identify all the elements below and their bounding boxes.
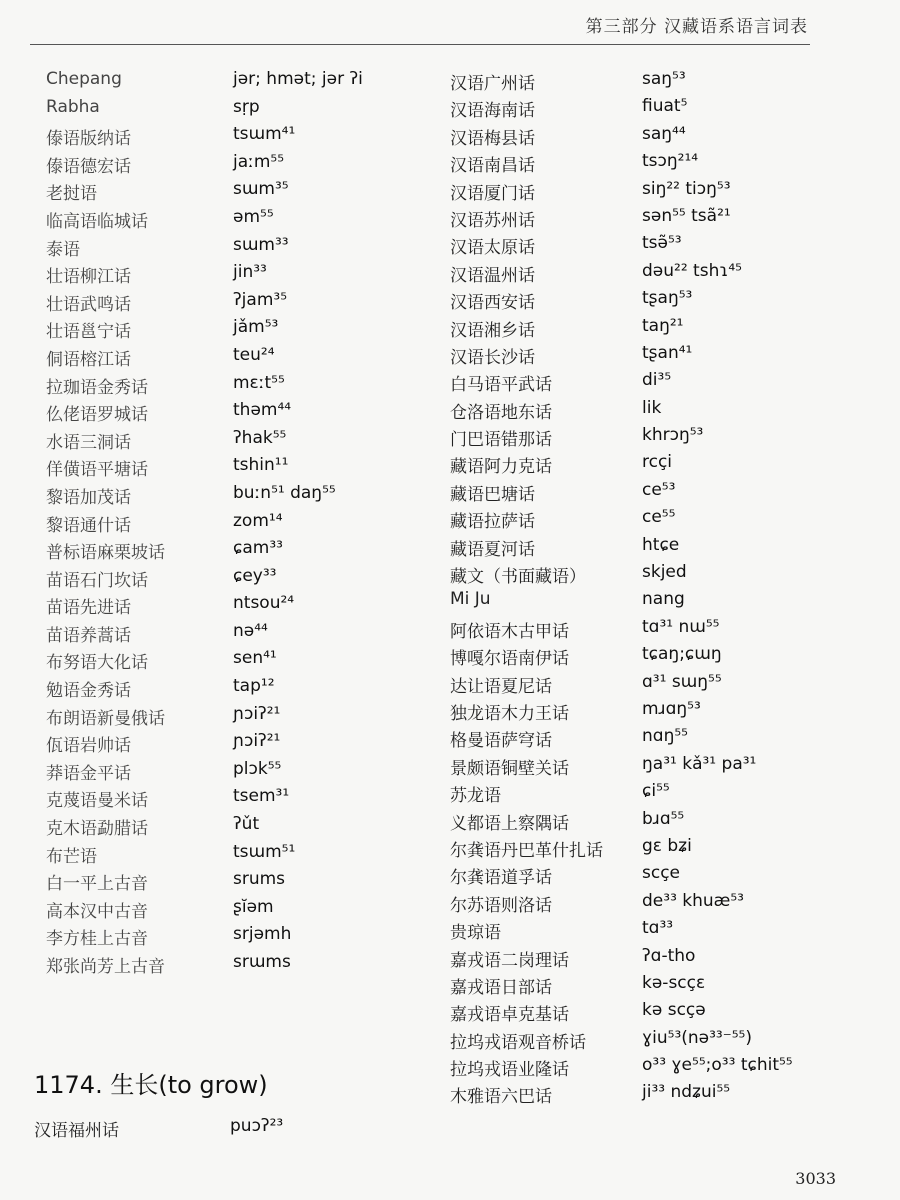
word-form: mɛːt⁵⁵ [233,372,285,393]
word-form: tɑ³¹ nɯ⁵⁵ [642,616,720,637]
word-form: puɔʔ²³ [230,1116,284,1136]
language-name: 门巴语错那话 [450,430,552,451]
word-form: teu²⁴ [233,344,275,365]
language-name: 达让语夏尼话 [450,676,552,697]
word-form: srums [233,869,286,890]
word-form: plɔk⁵⁵ [233,758,282,779]
language-name: 郑张尚芳上古音 [46,957,165,977]
word-form: bɹɑ⁵⁵ [642,808,685,829]
language-name: 藏语巴塘话 [450,484,535,505]
word-form: taŋ²¹ [642,315,684,336]
word-form: tʂaŋ⁵³ [642,288,693,309]
language-name: 克木语勐腊话 [46,819,148,840]
language-name: 黎语通什话 [46,515,131,536]
language-name: 李方桂上古音 [46,929,148,950]
word-form: kə-scçɛ [642,972,706,993]
word-form: ʔjam³⁵ [233,289,288,310]
language-name: 汉语福州话 [34,1121,119,1141]
language-name: 布朗语新曼俄话 [46,708,165,729]
word-form: thəm⁴⁴ [233,400,292,421]
language-name: 白马语平武话 [450,375,552,396]
word-form: ntsou²⁴ [233,593,295,614]
word-form: tɑ³³ [642,918,674,939]
word-form: ɑ³¹ sɯŋ⁵⁵ [642,671,722,692]
language-name: 藏文（书面藏语） [450,567,586,588]
word-form: jər; hmət; jər ʔi [233,69,363,89]
language-name: 汉语太原话 [450,238,535,259]
language-name: 汉语长沙话 [450,347,535,368]
word-form: khrɔŋ⁵³ [642,425,704,446]
word-form: buːn⁵¹ daŋ⁵⁵ [233,482,336,503]
language-name: 尔龚语道孚话 [450,868,552,889]
language-name: 苗语养蒿话 [46,625,131,646]
word-form: ɲɔiʔ²¹ [233,703,281,724]
language-name: 苏龙语 [450,786,501,807]
language-name: 嘉戎语日部话 [450,977,552,998]
word-form: tɕaŋ;ɕɯŋ [642,644,722,665]
word-form: gɛ bʑi [642,835,692,856]
word-form: saŋ⁵³ [642,69,686,89]
language-name: 汉语海南话 [450,101,535,122]
word-form: ʔɑ-tho [642,945,696,966]
word-form: mɹɑŋ⁵³ [642,698,701,719]
language-name: 藏语阿力克话 [450,457,552,478]
language-name: 佯僙语平塘话 [46,460,148,481]
language-name: 汉语南昌话 [450,156,535,177]
language-name: 尔苏语则洛话 [450,895,552,916]
language-name: 壮语邕宁话 [46,322,131,343]
section-title: 1174. 生长(to grow) [34,1071,268,1099]
language-name: 侗语榕江话 [46,349,131,370]
language-name: 苗语先进话 [46,598,131,619]
language-name: 老挝语 [46,184,97,205]
word-form: rcçi [642,452,673,473]
word-form: ce⁵⁵ [642,507,676,528]
language-name: 普标语麻栗坡话 [46,543,165,564]
language-name: 汉语梅县话 [450,128,535,149]
word-form: nɑŋ⁵⁵ [642,726,688,747]
language-name: 傣语德宏话 [46,156,131,177]
language-name: 博嘎尔语南伊话 [450,649,569,670]
language-name: 木雅语六巴话 [450,1087,552,1108]
word-form: əm⁵⁵ [233,206,274,227]
word-form: htɕe [642,534,680,555]
word-form: ʔhak⁵⁵ [233,427,287,448]
language-name: 汉语广州话 [450,74,535,94]
language-name: 布芒语 [46,846,97,867]
word-form: zom¹⁴ [233,510,283,531]
language-name: 高本汉中古音 [46,901,148,922]
word-form: ɣiu⁵³(nə³³⁻⁵⁵) [642,1027,752,1048]
word-form: sɯm³³ [233,234,289,255]
word-form: tʂan⁴¹ [642,342,693,363]
word-form: jin³³ [233,262,267,283]
word-form: skjed [642,562,687,583]
language-name: 莽语金平话 [46,763,131,784]
word-form: sen⁴¹ [233,648,277,669]
word-form: ɕam³³ [233,538,283,559]
language-name: 傣语版纳话 [46,129,131,150]
language-name: 黎语加茂话 [46,487,131,508]
word-form: dəu²² tshɿ⁴⁵ [642,260,742,281]
section-entry-row [34,1116,434,1144]
language-name: 克蔑语曼米话 [46,791,148,812]
language-name: 白一平上古音 [46,874,148,895]
language-name: 藏语夏河话 [450,539,535,560]
word-form: ɲɔiʔ²¹ [233,731,281,752]
word-form: tsem³¹ [233,786,290,807]
word-form: fiuat⁵ [642,96,688,117]
language-name: 布努语大化话 [46,653,148,674]
word-form: de³³ khuæ⁵³ [642,890,744,911]
word-form: di³⁵ [642,370,672,391]
language-name: 仓洛语地东话 [450,402,552,423]
word-form: nang [642,589,685,610]
word-form: sən⁵⁵ tsã²¹ [642,205,731,226]
word-form: kə scçə [642,1000,706,1021]
word-form: tshin¹¹ [233,455,289,476]
language-name: 嘉戎语卓克基话 [450,1005,569,1026]
word-form: tsɯm⁴¹ [233,124,296,145]
language-name: Mi Ju [450,589,491,610]
language-name: 佤语岩帅话 [46,736,131,757]
language-name: 拉坞戎语业隆话 [450,1060,569,1081]
word-form: jaːm⁵⁵ [233,151,285,172]
header-rule [30,44,810,45]
word-form: tap¹² [233,676,275,697]
language-name: 泰语 [46,239,80,260]
language-name: 苗语石门坎话 [46,570,148,591]
language-name: 汉语温州话 [450,265,535,286]
word-form: sṛp [233,96,260,117]
language-name: 仫佬语罗城话 [46,405,148,426]
word-form: saŋ⁴⁴ [642,123,686,144]
word-form: o³³ ɣe⁵⁵;o³³ tɕhit⁵⁵ [642,1055,793,1076]
page-number: 3033 [795,1169,836,1188]
word-form: ɕi⁵⁵ [642,781,670,802]
language-name: 贵琼语 [450,923,501,944]
language-name: 格曼语萨穹话 [450,731,552,752]
word-form: srɯms [233,952,291,972]
word-form: ji³³ ndʑui⁵⁵ [642,1082,731,1103]
language-name: 藏语拉萨话 [450,512,535,533]
language-name: 水语三洞话 [46,432,131,453]
word-form: siŋ²² tiɔŋ⁵³ [642,178,731,199]
language-name: 拉坞戎语观音桥话 [450,1032,586,1053]
language-name: 壮语柳江话 [46,267,131,288]
language-name: Rabha [46,96,100,117]
word-form: ɕey³³ [233,565,277,586]
language-name: 临高语临城话 [46,211,148,232]
language-name: 汉语西安话 [450,293,535,314]
word-form: ʔǔt [233,814,260,835]
word-form: ŋa³¹ kǎ³¹ pa³¹ [642,753,757,774]
word-form: srjəmh [233,924,292,945]
word-form: tsɯm⁵¹ [233,841,296,862]
word-form: lik [642,397,662,418]
language-name: 勉语金秀话 [46,681,131,702]
word-form: ʂĭəm [233,896,274,917]
word-form: tsɔŋ²¹⁴ [642,151,699,172]
language-name: 汉语苏州话 [450,210,535,231]
language-name: 壮语武鸣话 [46,294,131,315]
running-header: 第三部分 汉藏语系语言词表 [585,17,808,37]
language-name: 汉语湘乡话 [450,320,535,341]
word-form: tsə̃⁵³ [642,233,682,254]
language-name: 义都语上察隅话 [450,813,569,834]
word-form: scçe [642,863,681,884]
language-name: 独龙语木力王话 [450,703,569,724]
language-name: 景颇语铜壁关话 [450,758,569,779]
language-name: Chepang [46,69,122,89]
language-name: 拉珈语金秀话 [46,377,148,398]
language-name: 阿依语木古甲话 [450,621,569,642]
word-form: jǎm⁵³ [233,317,279,338]
language-name: 汉语厦门话 [450,183,535,204]
word-form: sɯm³⁵ [233,179,289,200]
word-form: ce⁵³ [642,479,676,500]
language-name: 嘉戎语二岗理话 [450,950,569,971]
language-name: 尔龚语丹巴革什扎话 [450,840,603,861]
word-form: nə⁴⁴ [233,620,268,641]
